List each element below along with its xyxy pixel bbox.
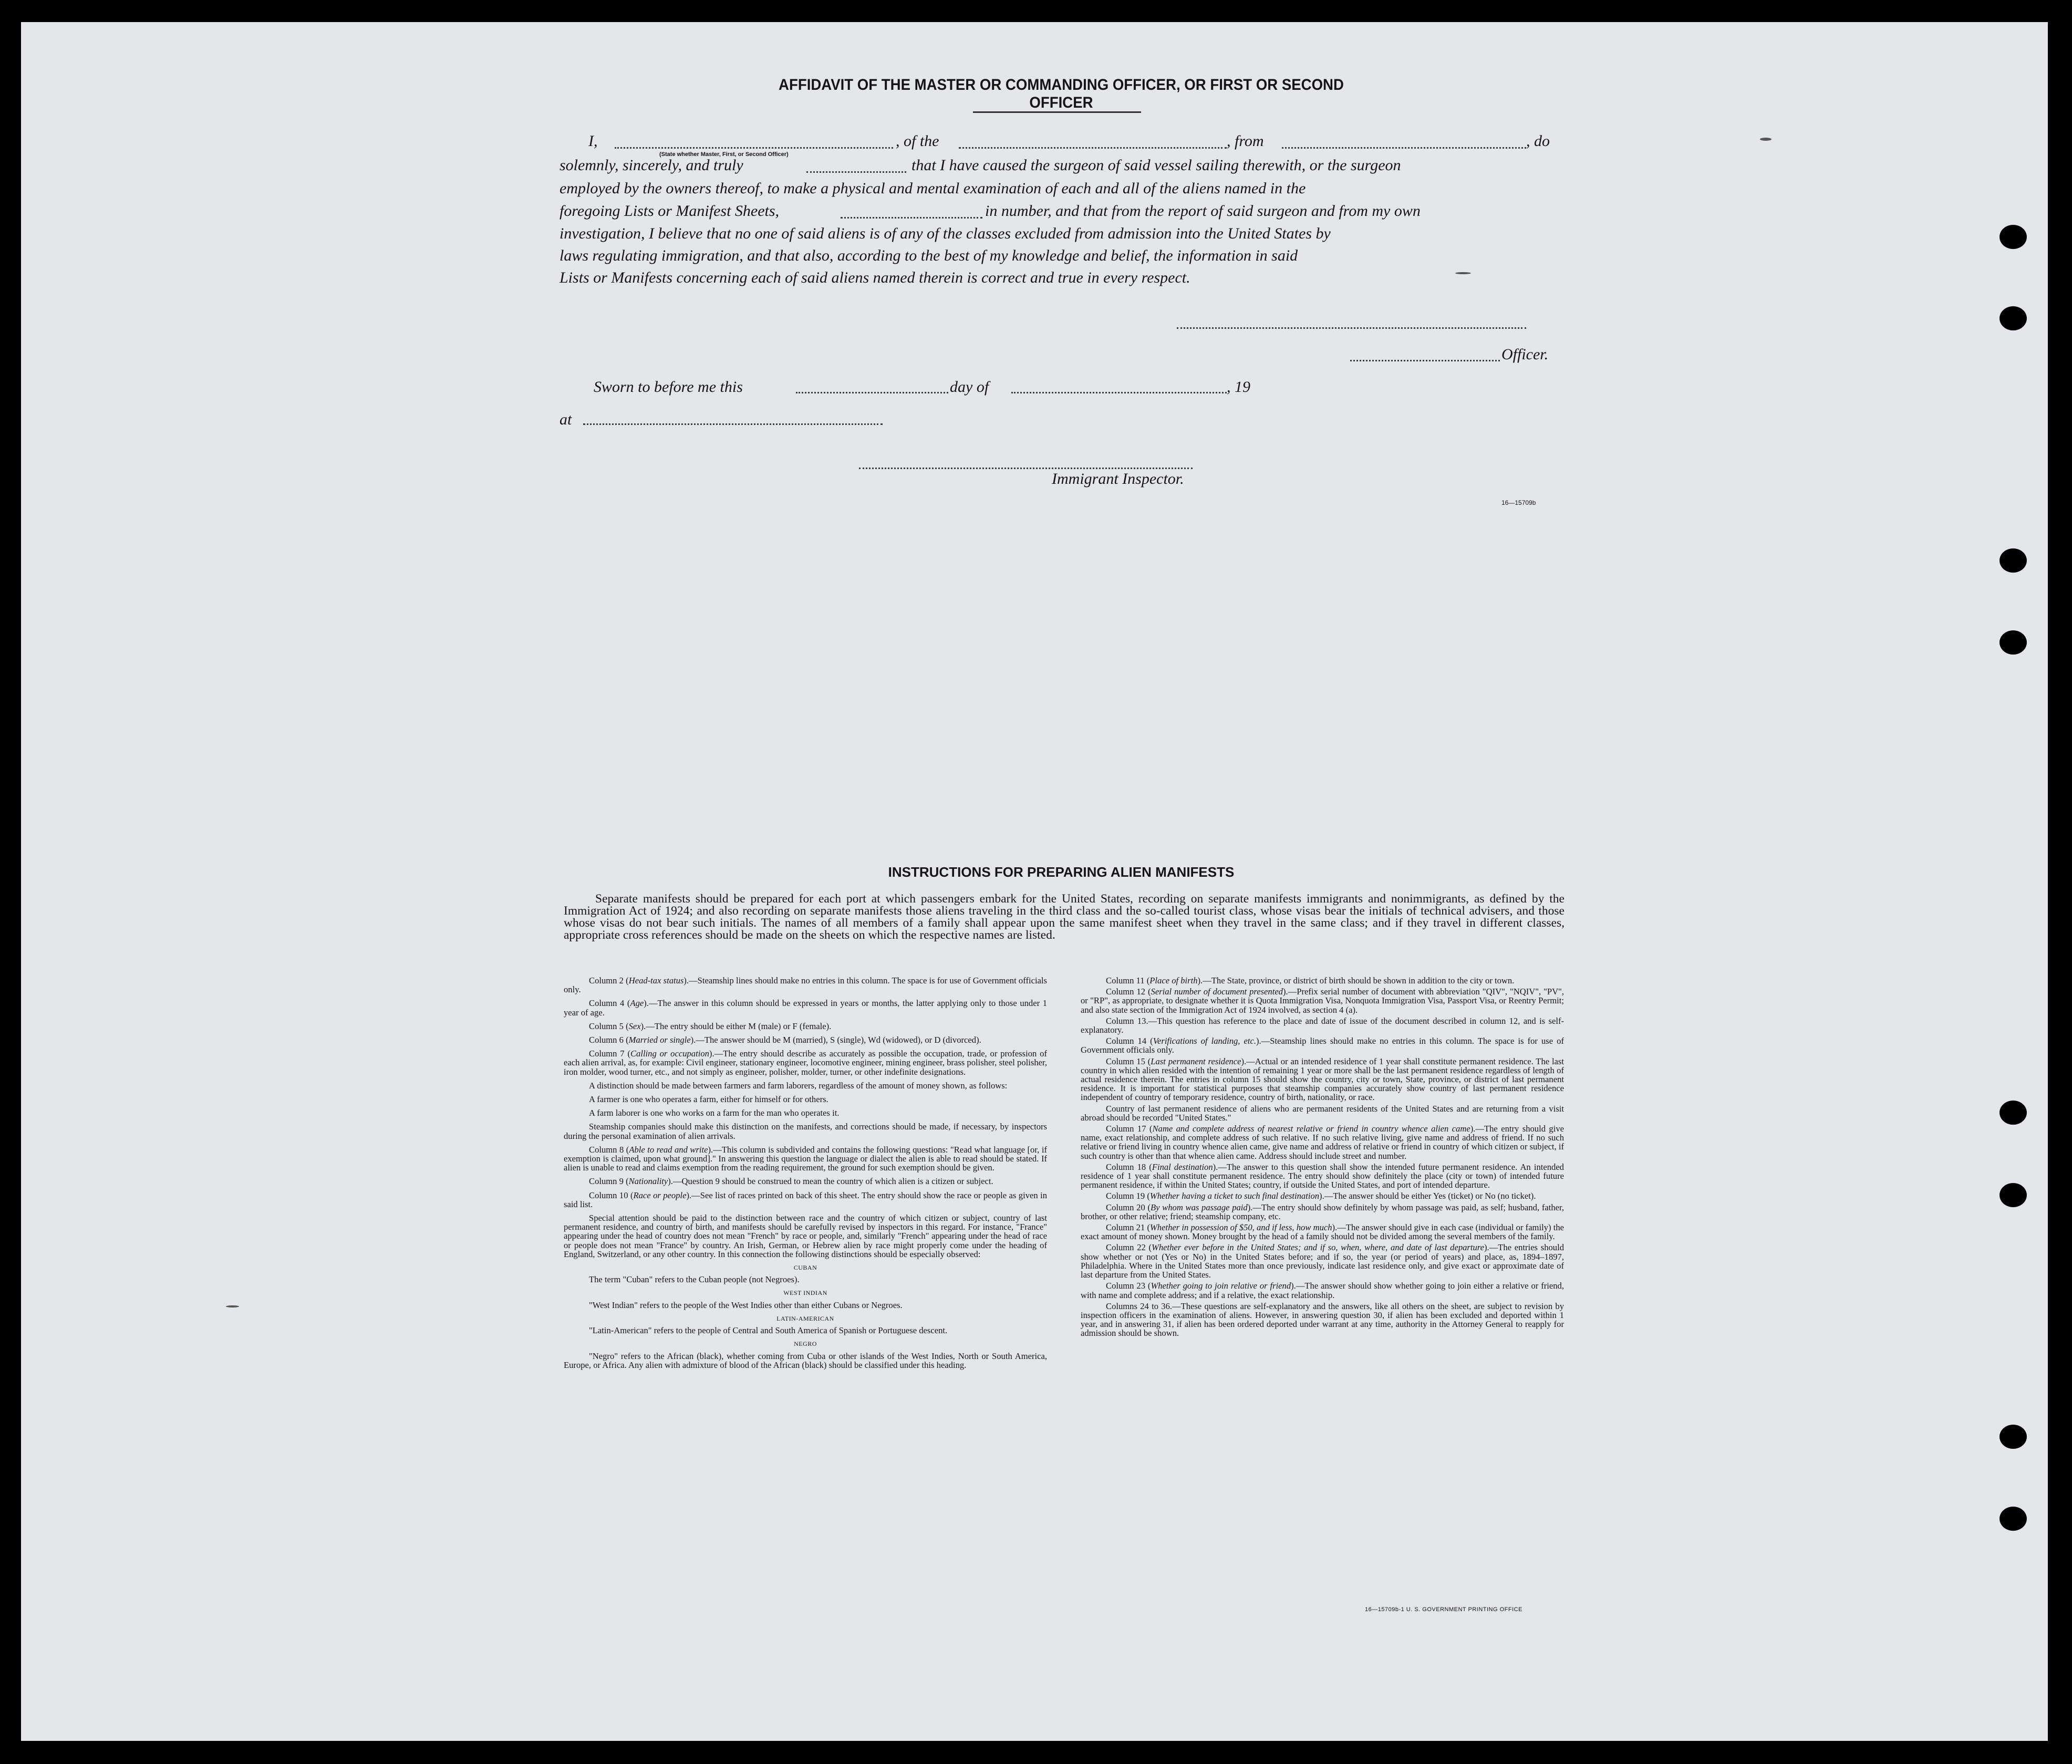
col24-36-entry: Columns 24 to 36.—These questions are self-explanatory and the answers, like all others on the sheet, are subject to revision by inspection officers in the examination of aliens. However, in answering question 30, if alien has been excluded and deported within 1 year, and in answering 31, if alien has been ordered deported under warrant at any time, authority in the Attorney General to reapply for admission should be shown. xyxy=(1081,1301,1564,1338)
officer-signature-field[interactable] xyxy=(1177,327,1526,329)
from-label: , from xyxy=(1227,132,1264,150)
ink-speck xyxy=(1455,272,1471,274)
col13-entry: Column 13.—This question has reference to the place and date of issue of the document described in column 12, and is self-explanatory. xyxy=(1081,1015,1564,1035)
farm-laborer-definition: A farm laborer is one who works on a farm for the man who operates it. xyxy=(589,1108,840,1118)
punch-hole xyxy=(2000,1425,2027,1449)
col20-entry: Column 20 (By whom was passage paid).—The entry should show definitely by whom passage was paid, as self; husband, father, brother, or other relative; friend; steamship company, etc. xyxy=(1081,1202,1564,1221)
affidavit-text-4a: foregoing Lists or Manifest Sheets, xyxy=(560,202,780,220)
cuban-heading: CUBAN xyxy=(793,1264,817,1272)
cuban-definition: The term "Cuban" refers to the Cuban people (not Negroes). xyxy=(589,1274,800,1285)
col4-entry: Column 4 (Age).—The answer in this column should be expressed in years or months, the latter applying only to those under 1 year of age. xyxy=(564,998,1047,1018)
col7-entry: Column 7 (Calling or occupation).—The entry should describe as accurately as possible the occupation, trade, or profession of each alien arrival, as, for example: Civil engineer, stationary engineer, locomotive engineer, mining engineer, brass polisher, steel polisher, iron molder, wood turner, etc., and not simply as engineer, polisher, molder, turner, or other indefinite designations. xyxy=(564,1049,1047,1077)
officer-rank-field[interactable] xyxy=(615,147,893,149)
officer-name-field[interactable] xyxy=(1350,360,1500,361)
west-indian-definition: "West Indian" refers to the people of the West Indies other than either Cubans or Negroes. xyxy=(589,1300,903,1310)
do-label: , do xyxy=(1526,132,1550,150)
ink-speck xyxy=(1760,138,1771,141)
instructions-left-column xyxy=(564,976,1047,1620)
punch-hole xyxy=(2000,1101,2027,1125)
col6-entry: Column 6 (Married or single).—The answer should be M (married), S (single), Wd (widowed), or D (divorced). xyxy=(589,1035,981,1045)
instructions-intro: Separate manifests should be prepared for each port at which passengers embark for the United States, recording on separate manifests immigrants and nonimmigrants, as defined by the Immigration Act of 1924; and also recording on separate manifests those aliens traveling in the third class and the so-called tourist class, whose visas bear the initials of technical advisers, and those whose visas do not bear such initials. The names of all members of a family shall appear upon the same manifest sheet when they travel in the same class; and if they travel in different classes, appropriate cross references should be made on the sheets on which the respective names are listed. xyxy=(564,892,1565,942)
oath-field[interactable] xyxy=(806,171,906,173)
form-number-instructions: 16—15709b-1 U. S. GOVERNMENT PRINTING OFFICE xyxy=(1365,1606,1522,1613)
affidavit-text-4b: in number, and that from the report of said surgeon and from my own xyxy=(985,202,1421,220)
col11-entry: Column 11 (Place of birth).—The State, province, or district of birth should be shown in addition to the city or town. xyxy=(1106,976,1515,985)
day-of-label: day of xyxy=(950,378,989,396)
sworn-label: Sworn to before me this xyxy=(594,378,743,396)
at-label: at xyxy=(560,411,572,428)
form-number-affidavit: 16—15709b xyxy=(1501,499,1536,506)
affidavit-text-2a: solemnly, sincerely, and truly xyxy=(560,157,743,174)
negro-heading: NEGRO xyxy=(794,1340,817,1348)
affidavit-text-5: investigation, I believe that no one of said aliens is of any of the classes excluded from admission into the United States by xyxy=(560,225,1331,242)
sworn-place-field[interactable] xyxy=(583,423,883,425)
col23-entry: Column 23 (Whether going to join relative or friend).—The answer should show whether going to join either a relative or friend, with name and complete address; and if a relative, the exact relationship. xyxy=(1081,1281,1564,1300)
officer-rank-note: (State whether Master, First, or Second Officer) xyxy=(659,151,789,158)
punch-hole xyxy=(2000,548,2027,573)
col21-entry: Column 21 (Whether in possession of $50, and if less, how much).—The answer should give in each case (individual or family) the exact amount of money shown. Money brought by the head of a family should not be divided among the several members of the family. xyxy=(1081,1222,1564,1242)
farmer-definition: A farmer is one who operates a farm, either for himself or for others. xyxy=(589,1094,828,1105)
affidavit-text-3: employed by the owners thereof, to make a physical and mental examination of each and all of the aliens named in the xyxy=(560,180,1306,197)
col17-entry: Column 17 (Name and complete address of nearest relative or friend in country whence alien came).—The entry should give name, exact relationship, and complete address of such relative. If no such relative living, give name and address of friend. If no such relative or friend living in country whence alien came, give name and address of relative or friend in country of which citizen or subject, if such country is other than that whence alien came. Address should include street and number. xyxy=(1081,1124,1564,1161)
of-the-label: , of the xyxy=(896,132,939,150)
col2-entry: Column 2 (Head-tax status).—Steamship lines should make no entries in this column. The space is for use of Government officials only. xyxy=(564,976,1047,995)
affidavit-text-7: Lists or Manifests concerning each of said aliens named therein is correct and true in every respect. xyxy=(560,269,1190,286)
instructions-right-column xyxy=(1081,976,1564,1620)
special-attention-note: Special attention should be paid to the distinction between race and the country of which citizen or subject, country of last permanent residence, and country of birth, and manifests should be carefully revised by inspectors in this regard. For instance, "France" appearing under the head of country does not mean "French" by race or people, and, similarly "French" appearing under the head of race or people does not mean "France" by country. An Irish, German, or Hebrew alien by race might properly come under the heading of England, Switzerland, or any other country. In this connection the following distinctions should be especially observed: xyxy=(564,1213,1047,1259)
inspector-signature-field[interactable] xyxy=(859,468,1193,469)
vessel-name-field[interactable] xyxy=(959,147,1227,149)
col14-entry: Column 14 (Verifications of landing, etc.).—Steamship lines should make no entries in this column. The space is for use of Government officials only. xyxy=(1081,1036,1564,1055)
farm-distinction: A distinction should be made between farmers and farm laborers, regardless of the amount of money shown, as follows: xyxy=(589,1080,1008,1091)
punch-hole xyxy=(2000,225,2027,249)
latin-american-heading: LATIN-AMERICAN xyxy=(776,1314,834,1322)
col19-entry: Column 19 (Whether having a ticket to such final destination).—The answer should be either Yes (ticket) or No (no ticket). xyxy=(1106,1191,1536,1201)
steamship-note: Steamship companies should make this distinction on the manifests, and corrections should be made, if necessary, by inspectors during the personal examination of alien arrivals. xyxy=(564,1122,1047,1141)
year-label: , 19 xyxy=(1227,378,1250,396)
punch-hole xyxy=(2000,306,2027,330)
negro-definition: "Negro" refers to the African (black), whether coming from Cuba or other islands of the West Indies, North or South America, Europe, or Africa. Any alien with admixture of blood of the African (black) should be classified under this heading. xyxy=(564,1351,1047,1370)
sworn-month-field[interactable] xyxy=(1011,392,1227,393)
sheet-count-field[interactable] xyxy=(841,217,982,219)
west-indian-heading: WEST INDIAN xyxy=(783,1289,827,1297)
col15-entry: Column 15 (Last permanent residence).—Actual or an intended residence of 1 year shall constitute permanent residence. The last country in which alien resided with the intention of remaining 1 year or more shall be the last permanent residence regardless of length of actual residence therein. The entries in column 15 should show the country, city or town, State, province, or district of last permanent residence. It is important for statistical purposes that steamship companies accurately show country of last permanent residence independent of country of temporary residence, country of birth, nationality, or race. xyxy=(1081,1056,1564,1103)
affidavit-text-6: laws regulating immigration, and that also, according to the best of my knowledge and belief, the information in said xyxy=(560,247,1298,264)
col8-entry: Column 8 (Able to read and write).—This column is subdivided and contains the following questions: "Read what language [or, if exemption is claimed, upon what ground]." In answering this question the language or dialect the alien is able to read should be stated. If alien is unable to read and claims exemption from the reading requirement, the ground for such exemption should be given. xyxy=(564,1144,1047,1173)
col10-entry: Column 10 (Race or people).—See list of races printed on back of this sheet. The entry should show the race or people as given in said list. xyxy=(564,1190,1047,1209)
affidavit-i-label: I, xyxy=(588,132,598,150)
country-residence-note: Country of last permanent residence of aliens who are permanent residents of the United States and are returning from a visit abroad should be recorded "United States." xyxy=(1081,1103,1564,1123)
inspector-label: Immigrant Inspector. xyxy=(1052,470,1184,487)
col5-entry: Column 5 (Sex).—The entry should be either M (male) or F (female). xyxy=(589,1021,832,1031)
ink-speck xyxy=(226,1305,239,1308)
punch-hole xyxy=(2000,630,2027,655)
sworn-day-field[interactable] xyxy=(796,392,948,393)
col18-entry: Column 18 (Final destination).—The answer to this question shall show the intended future permanent residence. An intended residence of 1 year shall constitute permanent residence. The entry should show definitely the place (city or town) of intended future permanent residence, if within the United States; country, if outside the United States, and port of intended departure. xyxy=(1081,1161,1564,1190)
punch-hole xyxy=(2000,1507,2027,1531)
instructions-title: INSTRUCTIONS FOR PREPARING ALIEN MANIFESTS xyxy=(888,864,1235,880)
affidavit-text-2b: that I have caused the surgeon of said vessel sailing therewith, or the surgeon xyxy=(911,157,1401,174)
affidavit-title: AFFIDAVIT OF THE MASTER OR COMMANDING OFFICER, OR FIRST OR SECOND OFFICER xyxy=(779,76,1344,111)
title-divider xyxy=(973,111,1141,113)
col12-entry: Column 12 (Serial number of document presented).—Prefix serial number of document with abbreviation "QIV", "NQIV", "PV", or "RP", as appropriate, to designate whether it is Quota Immigration Visa, Nonquota Immigration Visa, Passport Visa, or Reentry Permit; and also state section of the Immigration Act of 1924 involved, as section 4 (a). xyxy=(1081,987,1564,1015)
col9-entry: Column 9 (Nationality).—Question 9 should be construed to mean the country of which alien is a citizen or subject. xyxy=(589,1176,993,1187)
port-field[interactable] xyxy=(1282,147,1526,149)
officer-label: Officer. xyxy=(1501,346,1549,363)
col22-entry: Column 22 (Whether ever before in the United States; and if so, when, where, and date of last departure).—The entries should show whether or not (Yes or No) in the United States before; and if so, the year (or period of years) and place, as, 1894–1897, Philadelphia. Where in the United States more than once previously, indicate last residence only, and give exact or approximate date of last departure from the United States. xyxy=(1081,1242,1564,1280)
latin-american-definition: "Latin-American" refers to the people of Central and South America of Spanish or Portuguese descent. xyxy=(589,1325,948,1336)
punch-hole xyxy=(2000,1183,2027,1207)
